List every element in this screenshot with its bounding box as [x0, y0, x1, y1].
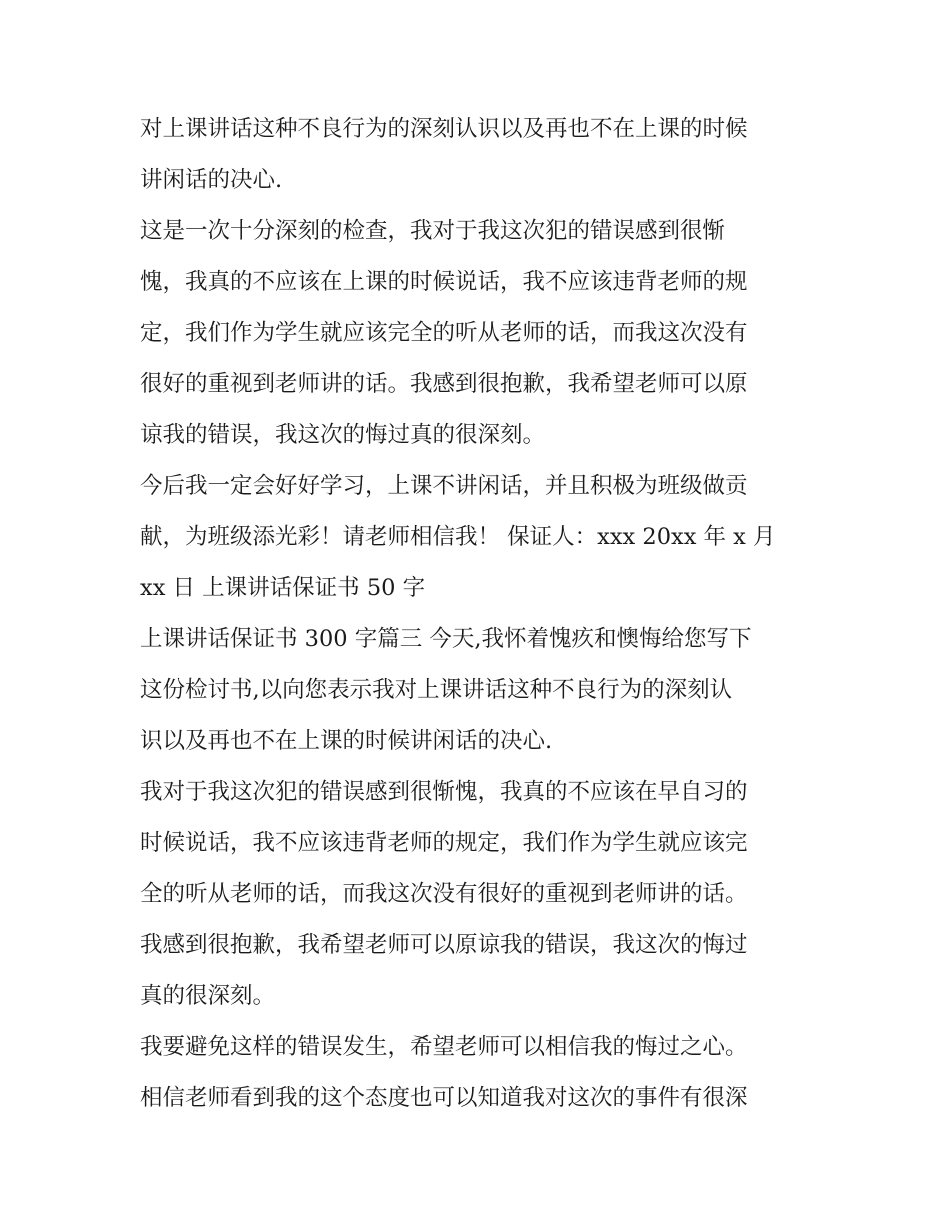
text-line: 谅我的错误，我这次的悔过真的很深刻。 [140, 422, 546, 448]
text-line: 对上课讲话这种不良行为的深刻认识以及再也不在上课的时候 [140, 116, 748, 142]
text-line: 相信老师看到我的这个态度也可以知道我对这次的事件有很深 [140, 1085, 748, 1111]
text-line: 愧，我真的不应该在上课的时候说话，我不应该违背老师的规 [140, 269, 748, 295]
text-line: 讲闲话的决心. [140, 167, 283, 193]
text-line: xx 日 上课讲话保证书 50 字 [140, 575, 426, 601]
text-line: 我对于我这次犯的错误感到很惭愧，我真的不应该在早自习的 [140, 779, 748, 805]
text-line: 上课讲话保证书 300 字篇三 今天,我怀着愧疚和懊悔给您写下 [140, 626, 752, 652]
text-line: 定，我们作为学生就应该完全的听从老师的话，而我这次没有 [140, 320, 748, 346]
text-line: 识以及再也不在上课的时候讲闲话的决心. [140, 728, 553, 754]
text-line: 这是一次十分深刻的检查，我对于我这次犯的错误感到很惭 [140, 218, 726, 244]
text-line: 真的很深刻。 [140, 983, 276, 1009]
text-line: 时候说话，我不应该违背老师的规定，我们作为学生就应该完 [140, 830, 748, 856]
text-line: 我要避免这样的错误发生，希望老师可以相信我的悔过之心。 [140, 1034, 748, 1060]
text-line: 献，为班级添光彩！请老师相信我！ 保证人：xxx 20xx 年 x 月 [140, 524, 776, 550]
text-line: 很好的重视到老师讲的话。我感到很抱歉，我希望老师可以原 [140, 371, 748, 397]
text-line: 今后我一定会好好学习，上课不讲闲话，并且积极为班级做贡 [140, 473, 748, 499]
text-line: 这份检讨书,以向您表示我对上课讲话这种不良行为的深刻认 [140, 677, 733, 703]
text-line: 全的听从老师的话，而我这次没有很好的重视到老师讲的话。 [140, 881, 748, 907]
body-text [140, 104, 820, 1124]
text-line: 我感到很抱歉，我希望老师可以原谅我的错误，我这次的悔过 [140, 932, 748, 958]
